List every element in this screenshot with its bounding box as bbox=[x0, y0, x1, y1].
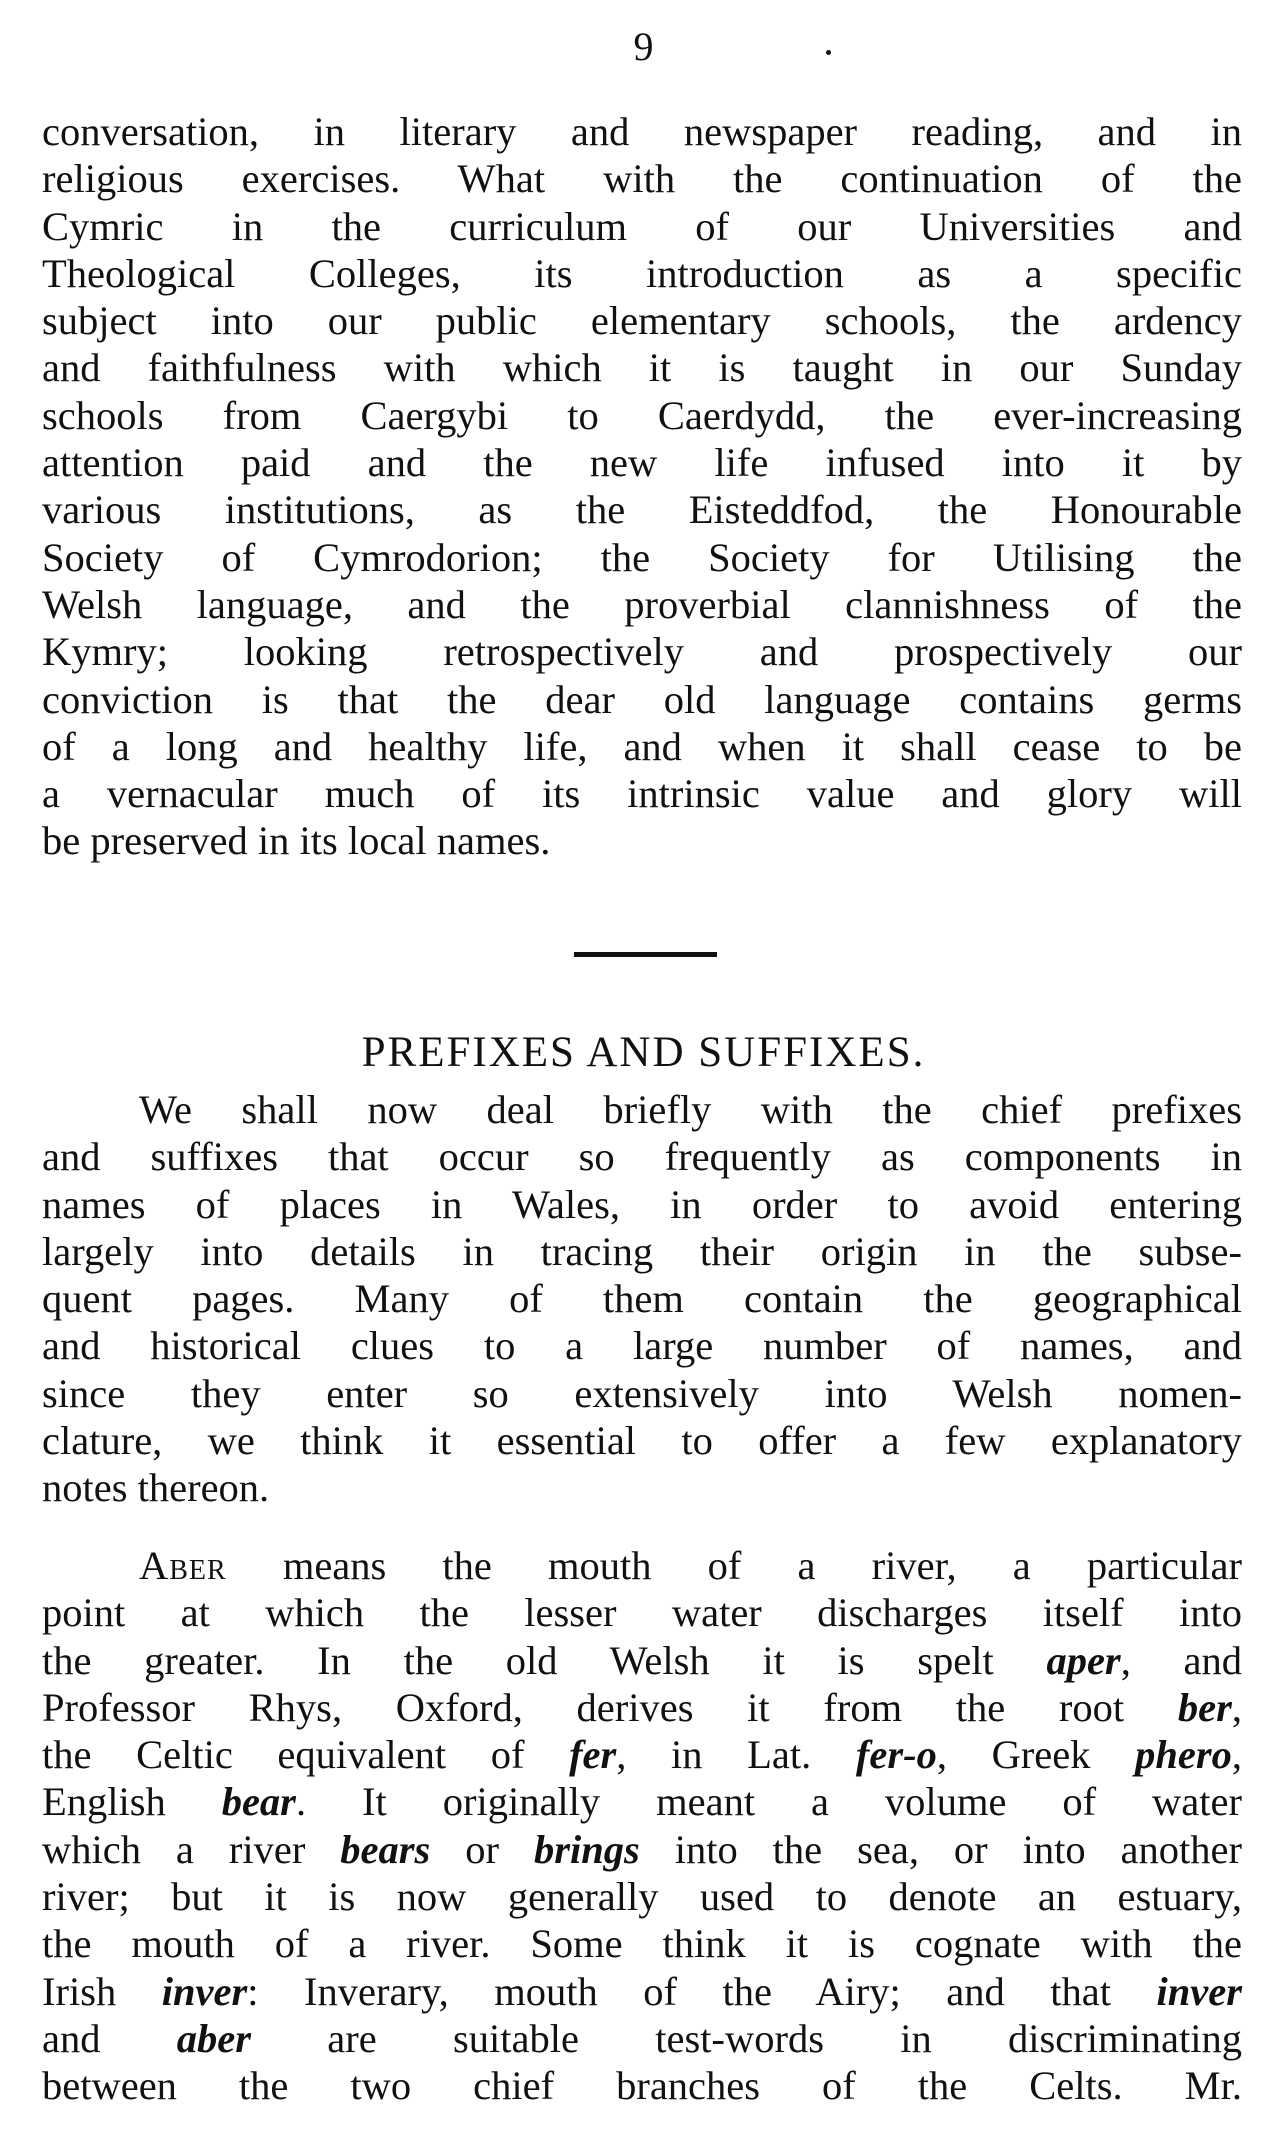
section-heading: PREFIXES AND SUFFIXES. bbox=[361, 1029, 926, 1076]
text-line: river; but it is now generally used to denote an estuary, bbox=[42, 1874, 1242, 1920]
text-line: point at which the lesser water discharges itself into bbox=[42, 1590, 1242, 1636]
text-line: between the two chief branches of the Celts. Mr. bbox=[42, 2063, 1242, 2109]
text-line: conversation, in literary and newspaper reading, and in bbox=[42, 109, 1242, 154]
text-line: which a river bears or brings into the sea, or into another bbox=[42, 1826, 1242, 1872]
text-line: conviction is that the dear old language contains germs bbox=[42, 676, 1242, 722]
italic-word: bear bbox=[221, 1779, 296, 1825]
text-line: Theological Colleges, its introduction as a specific bbox=[42, 250, 1242, 296]
italic-word: aber bbox=[176, 2015, 252, 2061]
text-line: and faithfulness with which it is taught in our Sunday bbox=[42, 345, 1242, 391]
text-line: subject into our public elementary schools, the ardency bbox=[42, 298, 1242, 344]
text-line: Society of Cymrodorion; the Society for Utilising the bbox=[42, 534, 1242, 580]
paragraph-introduction bbox=[42, 1086, 1242, 1512]
text-line: We shall now deal briefly with the chief prefixes bbox=[139, 1087, 1242, 1132]
text-line: Irish inver: Inverary, mouth of the Airy; and that inver bbox=[42, 1968, 1242, 2014]
entry-term: Aber bbox=[139, 1543, 227, 1588]
text-line: clature, we think it essential to offer a few explanatory bbox=[42, 1418, 1242, 1464]
italic-word: ber bbox=[1177, 1684, 1232, 1730]
text-line: quent pages. Many of them contain the geographical bbox=[42, 1276, 1242, 1322]
italic-word: inver bbox=[161, 1968, 248, 2014]
text-line: since they enter so extensively into Welsh nomen- bbox=[42, 1370, 1242, 1416]
paragraph-aber bbox=[42, 1542, 1242, 2110]
text-line: be preserved in its local names. bbox=[42, 818, 551, 864]
text-line: Aber means the mouth of a river, a particular bbox=[139, 1543, 1242, 1588]
text-line: English bear. It originally meant a volume of water bbox=[42, 1779, 1242, 1825]
italic-word: brings bbox=[533, 1826, 640, 1872]
text-line: largely into details in tracing their origin in the subse- bbox=[42, 1228, 1242, 1274]
italic-word: bears bbox=[340, 1826, 431, 1872]
text-line: religious exercises. What with the continuation of the bbox=[42, 156, 1242, 202]
italic-word: inver bbox=[1156, 1968, 1242, 2014]
text-line: names of places in Wales, in order to avoid entering bbox=[42, 1181, 1242, 1227]
text-line: of a long and healthy life, and when it shall cease to be bbox=[42, 723, 1242, 769]
italic-word: aper bbox=[1046, 1637, 1121, 1683]
section-divider bbox=[574, 952, 717, 957]
italic-word: fer bbox=[569, 1732, 617, 1778]
text-line: a vernacular much of its intrinsic value and glory will bbox=[42, 771, 1242, 817]
page-number: 9 bbox=[633, 24, 654, 69]
text-line: Professor Rhys, Oxford, derives it from the root ber, bbox=[42, 1684, 1242, 1730]
text-line: and suffixes that occur so frequently as components in bbox=[42, 1134, 1242, 1180]
italic-word: fer-o bbox=[855, 1732, 937, 1778]
text-line: Welsh language, and the proverbial clannishness of the bbox=[42, 581, 1242, 627]
italic-word: phero bbox=[1135, 1732, 1232, 1778]
text-line: attention paid and the new life infused into it by bbox=[42, 440, 1242, 486]
text-line: the Celtic equivalent of fer, in Lat. fer-o, Greek phero, bbox=[42, 1732, 1242, 1778]
text-line: Cymric in the curriculum of our Universities and bbox=[42, 203, 1242, 249]
text-line: schools from Caergybi to Caerdydd, the ever-increasing bbox=[42, 392, 1242, 438]
text-line: the mouth of a river. Some think it is cognate with the bbox=[42, 1921, 1242, 1967]
text-line: Kymry; looking retrospectively and prospectively our bbox=[42, 629, 1242, 675]
text-line: notes thereon. bbox=[42, 1465, 270, 1511]
text-line: various institutions, as the Eisteddfod, the Honourable bbox=[42, 487, 1242, 533]
text-line: the greater. In the old Welsh it is spelt aper, and bbox=[42, 1637, 1242, 1683]
stray-dot bbox=[826, 50, 831, 55]
paragraph-continuation bbox=[42, 108, 1242, 865]
text-line: and aber are suitable test-words in discriminating bbox=[42, 2015, 1242, 2061]
text-line: and historical clues to a large number of names, and bbox=[42, 1323, 1242, 1369]
